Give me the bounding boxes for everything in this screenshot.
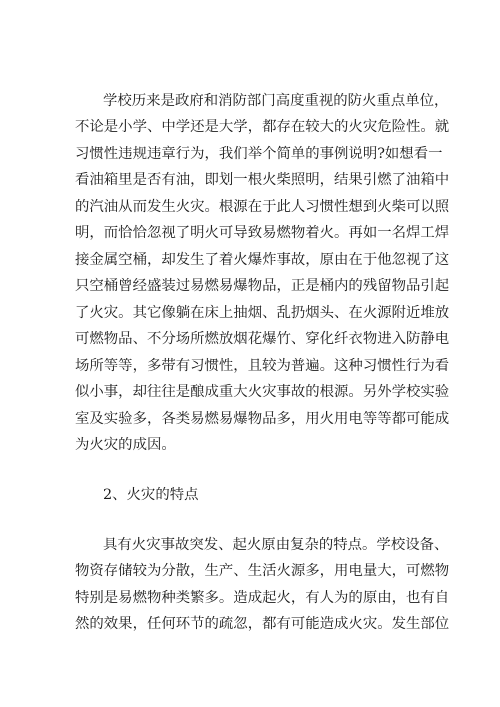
paragraph-1-line-14: 为火灾的成因。 bbox=[75, 437, 176, 453]
paragraph-1-line-5: 的汽油从而发生火灾。根源在于此人习惯性想到火柴可以照 bbox=[75, 199, 450, 215]
paragraph-1-line-6: 明，而恰恰忽视了明火可导致易燃物着火。再如一名焊工焊 bbox=[75, 225, 450, 241]
paragraph-2-line-1: 具有火灾事故突发、起火原由复杂的特点。学校设备、 bbox=[103, 537, 449, 553]
paragraph-1-line-10: 可燃物品、不分场所燃放烟花爆竹、穿化纤衣物进入防静电 bbox=[75, 331, 450, 347]
paragraph-1-line-4: 看油箱里是否有油，即划一根火柴照明，结果引燃了油箱中 bbox=[75, 172, 450, 188]
paragraph-1-line-3: 习惯性违规违章行为，我们举个简单的事例说明?如想看一 bbox=[75, 146, 443, 162]
paragraph-1-line-11: 场所等等，多带有习惯性，且较为普遍。这种习惯性行为看 bbox=[75, 358, 450, 374]
paragraph-2-line-3: 特别是易燃物种类繁多。造成起火，有人为的原由，也有自 bbox=[75, 590, 450, 606]
paragraph-1-line-8: 只空桶曾经盛装过易燃易爆物品，正是桶内的残留物品引起 bbox=[75, 278, 450, 294]
paragraph-1-line-2: 不论是小学、中学还是大学，都存在较大的火灾危险性。就 bbox=[75, 119, 450, 135]
paragraph-1-line-9: 了火灾。其它像躺在床上抽烟、乱扔烟头、在火源附近堆放 bbox=[75, 305, 450, 321]
paragraph-1-line-1: 学校历来是政府和消防部门高度重视的防火重点单位， bbox=[103, 93, 449, 109]
paragraph-1-line-13: 室及实验多，各类易燃易爆物品多，用火用电等等都可能成 bbox=[75, 411, 450, 427]
paragraph-1-line-12: 似小事，却往往是酿成重大火灾事故的根源。另外学校实验 bbox=[75, 384, 450, 400]
paragraph-2-line-2: 物资存储较为分散，生产、生活火源多，用电量大，可燃物 bbox=[75, 563, 450, 579]
paragraph-1-line-7: 接金属空桶，却发生了着火爆炸事故，原由在于他忽视了这 bbox=[75, 252, 450, 268]
paragraph-2-line-4: 然的效果，任何环节的疏忽，都有可能造成火灾。发生部位 bbox=[75, 616, 450, 632]
section-heading: 2、火灾的特点 bbox=[103, 487, 199, 503]
